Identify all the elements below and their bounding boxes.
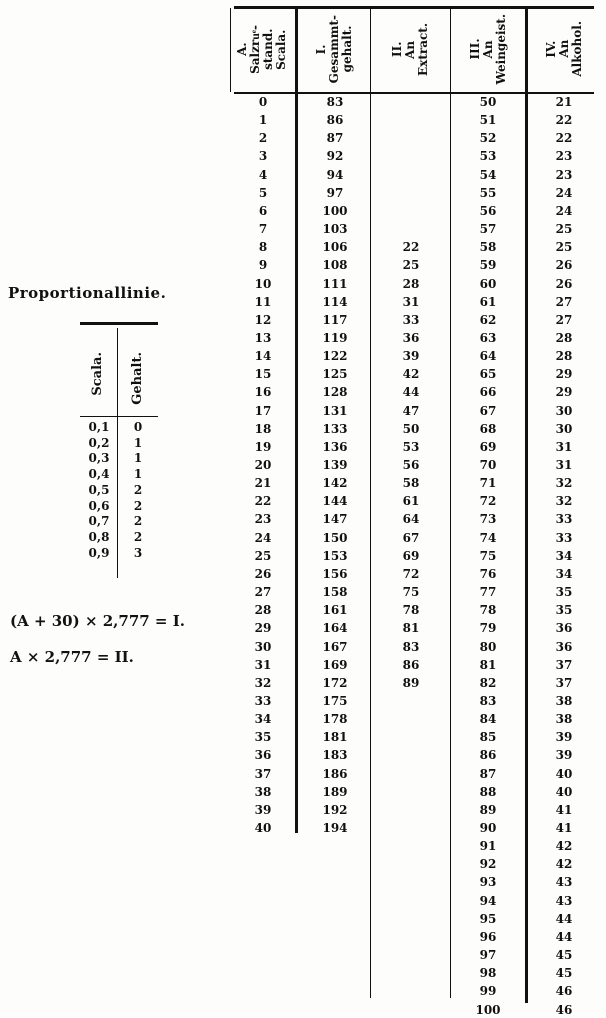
scala-value: 31: [254, 657, 272, 672]
scala-value: 25: [254, 548, 272, 563]
scala-value: 39: [254, 802, 272, 817]
table-row: [80, 530, 158, 545]
scala-value: 0,7: [88, 514, 110, 529]
gesammtgehalt-value: 117: [322, 312, 348, 327]
weingeist-value: 70: [479, 458, 497, 472]
column-divider: [525, 8, 528, 1003]
extract-value: 83: [402, 639, 420, 654]
gesammtgehalt-value: 108: [322, 258, 348, 273]
alkohol-value: 34: [555, 548, 573, 563]
scala-value: 35: [254, 730, 272, 745]
extract-value: 61: [402, 494, 420, 509]
gehalt-value: 2: [133, 514, 143, 529]
weingeist-value: 88: [479, 784, 497, 799]
weingeist-value: 54: [479, 167, 497, 182]
alkohol-value: 44: [555, 929, 573, 944]
weingeist-value: 56: [479, 203, 497, 218]
scala-value: 16: [254, 385, 272, 400]
alkohol-value: 39: [555, 730, 573, 745]
column-header-iv: IV. An Alkohol.: [543, 21, 584, 77]
gehalt-value: 1: [133, 451, 143, 466]
alkohol-value: 36: [555, 621, 573, 636]
gesammtgehalt-value: 194: [322, 821, 348, 835]
column-header-i: I. Gesammt- gehalt.: [313, 14, 354, 84]
alkohol-value: 40: [555, 766, 573, 781]
column-header-a: A. Salzruͤ- stand. Scala.: [235, 24, 288, 74]
alkohol-value: 41: [555, 821, 573, 835]
weingeist-value: 73: [479, 512, 497, 527]
gesammtgehalt-value: 147: [322, 512, 348, 527]
gesammtgehalt-value: 139: [322, 458, 348, 472]
weingeist-value: 98: [479, 966, 497, 981]
scala-value: 12: [254, 312, 272, 327]
table-row: [80, 467, 158, 482]
alkohol-value: 22: [555, 113, 573, 128]
gesammtgehalt-value: 133: [322, 421, 348, 436]
weingeist-value: 64: [479, 349, 497, 364]
scala-value: 0,3: [88, 451, 110, 466]
column-divider: [450, 8, 451, 998]
scala-value: 36: [254, 748, 272, 763]
header-rule: [234, 92, 594, 94]
weingeist-value: 82: [479, 675, 497, 690]
scala-value: 32: [254, 675, 272, 690]
weingeist-value: 50: [479, 95, 497, 109]
weingeist-value: 71: [479, 476, 497, 491]
scala-value: 0,9: [88, 545, 110, 560]
alkohol-value: 39: [555, 748, 573, 763]
table-row: [80, 451, 158, 466]
scala-value: 40: [254, 821, 272, 835]
gehalt-value: 1: [133, 467, 143, 482]
weingeist-value: 87: [479, 766, 497, 781]
extract-value: 56: [402, 458, 420, 472]
alkohol-value: 28: [555, 330, 573, 345]
header-rule: [80, 416, 158, 417]
weingeist-value: 77: [479, 585, 497, 600]
extract-value: 72: [402, 566, 420, 581]
weingeist-value: 53: [479, 149, 497, 164]
column-header-iii: III. An Weingeist.: [467, 13, 508, 85]
alkohol-value: 38: [555, 693, 573, 708]
weingeist-value: 76: [479, 566, 497, 581]
alkohol-value: 41: [555, 802, 573, 817]
alkohol-value: 31: [555, 439, 573, 454]
extract-value: 78: [402, 603, 420, 618]
gesammtgehalt-value: 87: [326, 131, 344, 146]
scala-value: 0: [258, 95, 268, 109]
scala-value: 0,5: [88, 482, 110, 497]
scala-value: 2: [258, 131, 268, 146]
alkohol-value: 45: [555, 966, 573, 981]
weingeist-value: 60: [479, 276, 497, 291]
scala-value: 1: [258, 113, 268, 128]
gesammtgehalt-value: 125: [322, 367, 348, 382]
extract-value: 22: [402, 240, 420, 255]
gehalt-value: 3: [133, 545, 143, 560]
gesammtgehalt-value: 172: [322, 675, 348, 690]
table-row: [80, 499, 158, 514]
weingeist-value: 78: [479, 603, 497, 618]
alkohol-value: 23: [555, 149, 573, 164]
alkohol-value: 24: [555, 203, 573, 218]
alkohol-value: 25: [555, 240, 573, 255]
extract-value: 50: [402, 421, 420, 436]
extract-value: 69: [402, 548, 420, 563]
alkohol-value: 32: [555, 494, 573, 509]
weingeist-value: 72: [479, 494, 497, 509]
gesammtgehalt-value: 167: [322, 639, 348, 654]
weingeist-value: 61: [479, 294, 497, 309]
gehalt-value: 2: [133, 482, 143, 497]
alkohol-value: 32: [555, 476, 573, 491]
scala-value: 4: [258, 167, 268, 182]
extract-value: 33: [402, 312, 420, 327]
alkohol-value: 42: [555, 857, 573, 872]
alkohol-value: 40: [555, 784, 573, 799]
alkohol-value: 46: [555, 984, 573, 999]
alkohol-value: 43: [555, 875, 573, 890]
scala-value: 0,6: [88, 498, 110, 513]
table-row: [80, 436, 158, 451]
scala-value: 38: [254, 784, 272, 799]
gesammtgehalt-value: 92: [326, 149, 344, 164]
column-header-gehalt: Gehalt.: [130, 352, 145, 405]
scala-value: 13: [254, 330, 272, 345]
alkohol-value: 33: [555, 512, 573, 527]
scala-value: 17: [254, 403, 272, 418]
extract-value: 64: [402, 512, 420, 527]
alkohol-value: 30: [555, 403, 573, 418]
alkohol-value: 25: [555, 222, 573, 237]
extract-value: 86: [402, 657, 420, 672]
weingeist-value: 52: [479, 131, 497, 146]
scala-value: 23: [254, 512, 272, 527]
gesammtgehalt-value: 175: [322, 693, 348, 708]
extract-value: 28: [402, 276, 420, 291]
extract-value: 58: [402, 476, 420, 491]
gesammtgehalt-value: 153: [322, 548, 348, 563]
alkohol-value: 21: [555, 95, 573, 109]
gesammtgehalt-value: 131: [322, 403, 348, 418]
weingeist-value: 79: [479, 621, 497, 636]
scala-value: 30: [254, 639, 272, 654]
column-divider: [230, 8, 231, 92]
table-row: [80, 420, 158, 435]
alkohol-value: 28: [555, 349, 573, 364]
main-table: [226, 0, 606, 1017]
extract-value: 75: [402, 585, 420, 600]
alkohol-value: 34: [555, 566, 573, 581]
alkohol-value: 35: [555, 603, 573, 618]
scala-value: 29: [254, 621, 272, 636]
alkohol-value: 24: [555, 185, 573, 200]
gesammtgehalt-value: 119: [322, 330, 348, 345]
gesammtgehalt-value: 100: [322, 203, 348, 218]
gesammtgehalt-value: 97: [326, 185, 344, 200]
table-row: [80, 483, 158, 498]
weingeist-value: 63: [479, 330, 497, 345]
scala-value: 21: [254, 476, 272, 491]
alkohol-value: 26: [555, 258, 573, 273]
scala-value: 10: [254, 276, 272, 291]
weingeist-value: 94: [479, 893, 497, 908]
gesammtgehalt-value: 136: [322, 439, 348, 454]
gesammtgehalt-value: 164: [322, 621, 348, 636]
weingeist-value: 86: [479, 748, 497, 763]
scala-value: 18: [254, 421, 272, 436]
gesammtgehalt-value: 158: [322, 585, 348, 600]
alkohol-value: 30: [555, 421, 573, 436]
extract-value: 44: [402, 385, 420, 400]
gesammtgehalt-value: 192: [322, 802, 348, 817]
alkohol-value: 23: [555, 167, 573, 182]
scala-value: 26: [254, 566, 272, 581]
weingeist-value: 57: [479, 222, 497, 237]
weingeist-value: 92: [479, 857, 497, 872]
weingeist-value: 96: [479, 929, 497, 944]
weingeist-value: 58: [479, 240, 497, 255]
alkohol-value: 38: [555, 712, 573, 727]
gesammtgehalt-value: 156: [322, 566, 348, 581]
alkohol-value: 26: [555, 276, 573, 291]
scala-value: 20: [254, 458, 272, 472]
scala-value: 8: [258, 240, 268, 255]
gesammtgehalt-value: 111: [322, 276, 348, 291]
weingeist-value: 100: [475, 1002, 501, 1017]
proportion-title: Proportionallinie.: [8, 284, 167, 302]
weingeist-value: 85: [479, 730, 497, 745]
extract-value: 81: [402, 621, 420, 636]
gesammtgehalt-value: 106: [322, 240, 348, 255]
scala-value: 28: [254, 603, 272, 618]
alkohol-value: 44: [555, 911, 573, 926]
alkohol-value: 27: [555, 294, 573, 309]
weingeist-value: 93: [479, 875, 497, 890]
alkohol-value: 33: [555, 530, 573, 545]
gesammtgehalt-value: 186: [322, 766, 348, 781]
column-divider: [370, 8, 371, 998]
scala-value: 15: [254, 367, 272, 382]
formula-2: A × 2,777 = II.: [10, 648, 134, 666]
extract-value: 53: [402, 439, 420, 454]
gesammtgehalt-value: 183: [322, 748, 348, 763]
scala-value: 27: [254, 585, 272, 600]
scala-value: 11: [254, 294, 272, 309]
alkohol-value: 46: [555, 1002, 573, 1017]
column-header-ii: II. An Extract.: [390, 22, 430, 76]
gehalt-value: 0: [133, 420, 143, 434]
weingeist-value: 99: [479, 984, 497, 999]
weingeist-value: 68: [479, 421, 497, 436]
weingeist-value: 84: [479, 712, 497, 727]
weingeist-value: 90: [479, 821, 497, 835]
scala-value: 37: [254, 766, 272, 781]
scala-value: 22: [254, 494, 272, 509]
alkohol-value: 22: [555, 131, 573, 146]
extract-value: 67: [402, 530, 420, 545]
gesammtgehalt-value: 86: [326, 113, 344, 128]
gesammtgehalt-value: 144: [322, 494, 348, 509]
weingeist-value: 51: [479, 113, 497, 128]
gesammtgehalt-value: 178: [322, 712, 348, 727]
alkohol-value: 42: [555, 839, 573, 854]
alkohol-value: 36: [555, 639, 573, 654]
column-divider: [295, 8, 298, 833]
scala-value: 14: [254, 349, 272, 364]
table-row: [80, 546, 158, 561]
gehalt-value: 2: [133, 498, 143, 513]
gesammtgehalt-value: 83: [326, 95, 344, 109]
column-header-scala: Scala.: [90, 352, 105, 396]
extract-value: 25: [402, 258, 420, 273]
scala-value: 6: [258, 203, 268, 218]
gesammtgehalt-value: 142: [322, 476, 348, 491]
weingeist-value: 65: [479, 367, 497, 382]
scala-value: 3: [258, 149, 268, 164]
scala-value: 7: [258, 222, 268, 237]
gesammtgehalt-value: 169: [322, 657, 348, 672]
extract-value: 42: [402, 367, 420, 382]
extract-value: 47: [402, 403, 420, 418]
weingeist-value: 83: [479, 693, 497, 708]
scala-value: 34: [254, 712, 272, 727]
alkohol-value: 31: [555, 458, 573, 472]
alkohol-value: 37: [555, 675, 573, 690]
table-row: [80, 514, 158, 529]
gesammtgehalt-value: 181: [322, 730, 348, 745]
scala-value: 0,1: [88, 420, 110, 434]
gesammtgehalt-value: 114: [322, 294, 348, 309]
gesammtgehalt-value: 122: [322, 349, 348, 364]
weingeist-value: 74: [479, 530, 497, 545]
weingeist-value: 97: [479, 948, 497, 963]
weingeist-value: 95: [479, 911, 497, 926]
weingeist-value: 67: [479, 403, 497, 418]
weingeist-value: 62: [479, 312, 497, 327]
extract-value: 36: [402, 330, 420, 345]
alkohol-value: 27: [555, 312, 573, 327]
alkohol-value: 37: [555, 657, 573, 672]
extract-value: 31: [402, 294, 420, 309]
alkohol-value: 29: [555, 367, 573, 382]
scala-value: 0,2: [88, 435, 110, 450]
scala-value: 9: [258, 258, 268, 273]
scala-value: 33: [254, 693, 272, 708]
gesammtgehalt-value: 161: [322, 603, 348, 618]
weingeist-value: 89: [479, 802, 497, 817]
scala-value: 5: [258, 185, 268, 200]
alkohol-value: 45: [555, 948, 573, 963]
extract-value: 89: [402, 675, 420, 690]
gesammtgehalt-value: 103: [322, 222, 348, 237]
gesammtgehalt-value: 189: [322, 784, 348, 799]
weingeist-value: 80: [479, 639, 497, 654]
weingeist-value: 75: [479, 548, 497, 563]
gehalt-value: 2: [133, 529, 143, 544]
gesammtgehalt-value: 128: [322, 385, 348, 400]
scala-value: 0,4: [88, 467, 110, 482]
weingeist-value: 81: [479, 657, 497, 672]
weingeist-value: 91: [479, 839, 497, 854]
gesammtgehalt-value: 150: [322, 530, 348, 545]
scala-value: 24: [254, 530, 272, 545]
formula-1: (A + 30) × 2,777 = I.: [10, 612, 185, 630]
scala-value: 0,8: [88, 529, 110, 544]
weingeist-value: 59: [479, 258, 497, 273]
weingeist-value: 69: [479, 439, 497, 454]
weingeist-value: 66: [479, 385, 497, 400]
extract-value: 39: [402, 349, 420, 364]
alkohol-value: 35: [555, 585, 573, 600]
scala-value: 19: [254, 439, 272, 454]
gehalt-value: 1: [133, 435, 143, 450]
table-rule: [80, 322, 158, 325]
weingeist-value: 55: [479, 185, 497, 200]
alkohol-value: 29: [555, 385, 573, 400]
gesammtgehalt-value: 94: [326, 167, 344, 182]
alkohol-value: 43: [555, 893, 573, 908]
